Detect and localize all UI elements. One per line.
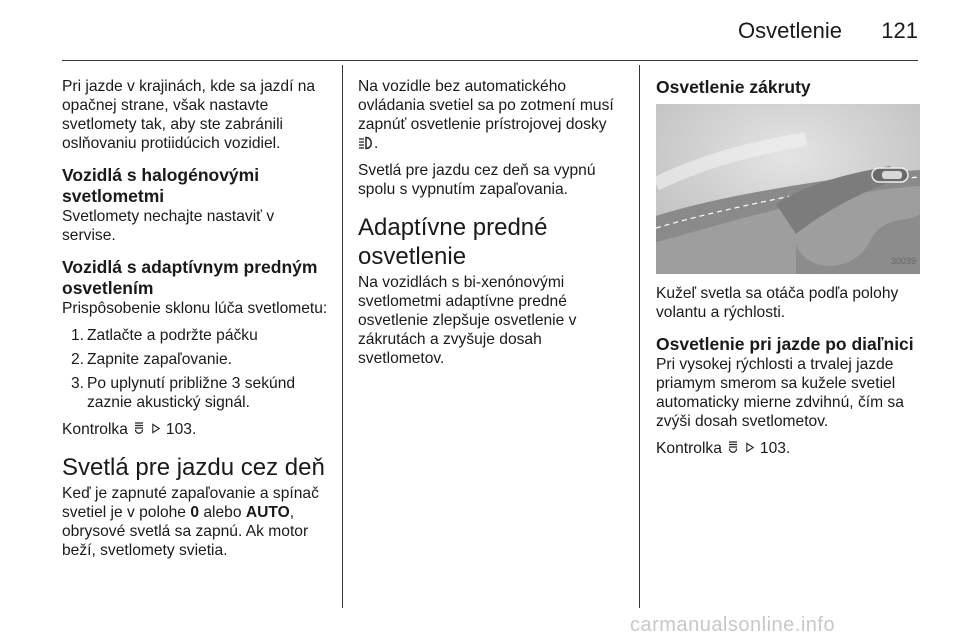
motorway-paragraph: Pri vysokej rýchlosti a trvalej jazde priamym smerom sa kužele svetiel automaticky mierne zdvihnú, čím sa zvýši dosah svetlometov.: [656, 356, 904, 430]
page-title: Osvetlenie: [738, 18, 842, 43]
steps-list: [62, 326, 330, 412]
halogen-paragraph: Svetlomety nechajte nastaviť v servise.: [62, 208, 275, 244]
column-divider-2: [639, 65, 640, 608]
cornering-light-illustration: [656, 104, 920, 274]
afl-paragraph: Na vozidlách s bi-xenónovými svetlometmi adaptívne predné osvetlenie zlepšuje osvetlenie v zákrutách a zvyšuje dosah svetlometov.: [358, 274, 577, 367]
header-divider: [62, 60, 918, 61]
heading-cornering-light: Osvetlenie zákruty: [656, 77, 811, 97]
list-item: 3. Po uplynutí približne 3 sekúnd zaznie akustický signál.: [71, 375, 296, 411]
instrument-illumination-icon: [358, 135, 374, 150]
adaptive-paragraph: Prispôsobenie sklonu lúča svetlometu:: [62, 300, 328, 317]
page-reference-icon: [745, 440, 756, 455]
list-item: 2. Zapnite zapaľovanie.: [71, 351, 232, 368]
column-divider-1: [342, 65, 343, 608]
road-curve-graphic: [656, 104, 920, 274]
headlight-leveling-icon: [726, 440, 740, 455]
heading-daytime-lights: Svetlá pre jazdu cez deň: [62, 454, 325, 481]
heading-adaptive: Vozidlá s adaptívnym predným osvetlením: [62, 257, 318, 298]
list-item: 1. Zatlačte a podržte páčku: [71, 327, 258, 344]
watermark: carmanualsonline.info: [630, 614, 836, 636]
page-reference-icon: [151, 421, 162, 436]
column-2: [358, 77, 624, 376]
daytime-paragraph: Keď je zapnuté zapaľovanie a spínač svetiel je v polohe 0 alebo AUTO, obrysové svetlá sa zapnú. Ak motor beží, svetlomety svietia.: [62, 485, 319, 559]
figure-number: 30039: [890, 256, 916, 266]
column-1: [62, 77, 330, 568]
kontrolka-reference-2: Kontrolka 103.: [656, 440, 791, 457]
heading-adaptive-forward-lighting: Adaptívne predné osvetlenie: [358, 214, 548, 270]
cornering-paragraph: Kužeľ svetla sa otáča podľa polohy volantu a rýchlosti.: [656, 285, 899, 321]
daytime-off-paragraph: Svetlá pre jazdu cez deň sa vypnú spolu s vypnutím zapaľovania.: [358, 162, 596, 198]
page-number: 121: [881, 18, 918, 43]
column-3: [656, 77, 924, 466]
intro-paragraph: Pri jazde v krajinách, kde sa jazdí na opačnej strane, však nastavte svetlomety tak, aby ste zabránili oslňovaniu protiidúcich vozidiel.: [62, 78, 316, 152]
headlight-leveling-icon: [132, 421, 146, 436]
heading-halogen: Vozidlá s halogénovými svetlometmi: [62, 165, 260, 206]
heading-motorway-light: Osvetlenie pri jazde po diaľnici: [656, 334, 914, 354]
kontrolka-reference: Kontrolka 103.: [62, 421, 197, 438]
page-header: [0, 0, 960, 60]
dashboard-light-paragraph: Na vozidle bez automatického ovládania svetiel sa po zotmení musí zapnúť osvetlenie prístrojovej dosky .: [358, 78, 614, 152]
